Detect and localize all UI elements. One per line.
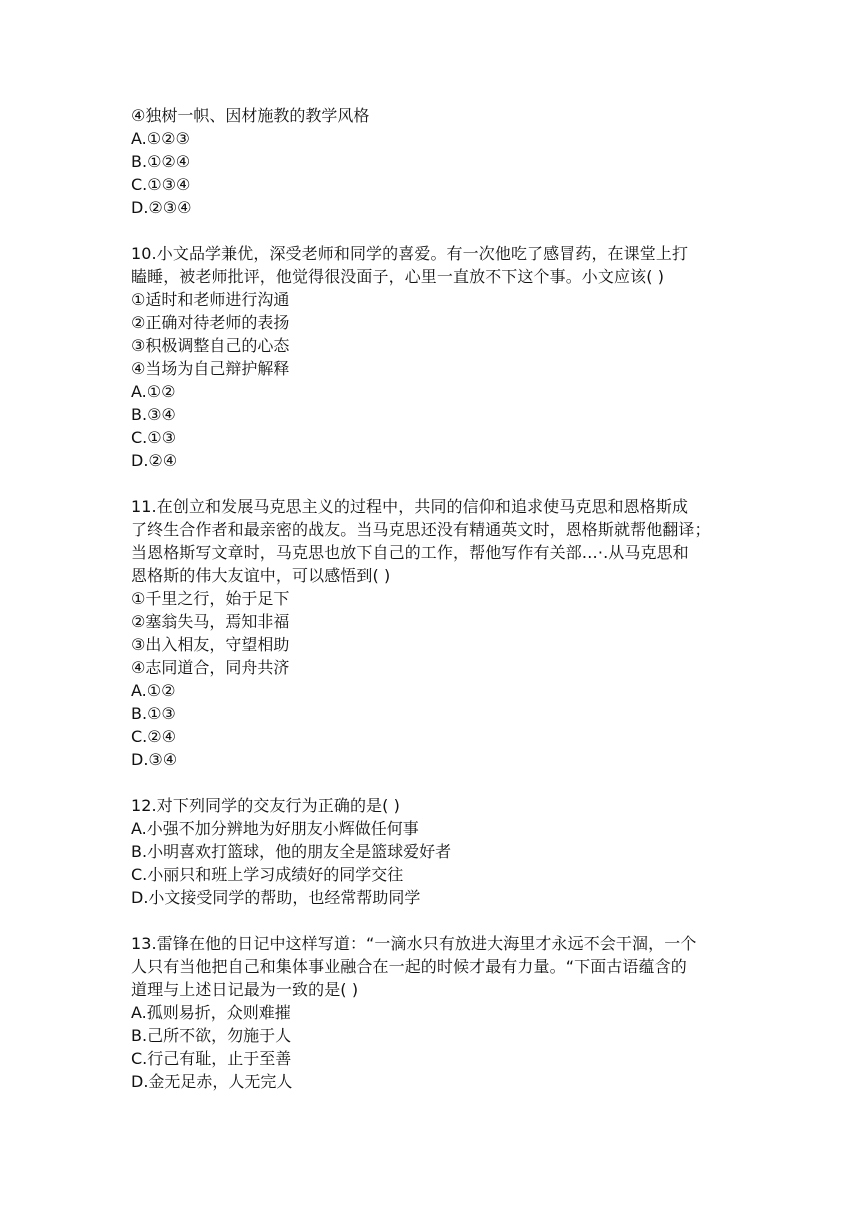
question-stem <box>131 932 751 1001</box>
statement-item: ③积极调整自己的心态 <box>131 336 290 355</box>
stem-line: 了终生合作者和最亲密的战友。当马克思还没有精通英文时，恩格斯就帮他翻译； <box>131 520 711 539</box>
option-d: D.金无足赤，人无完人 <box>131 1072 293 1091</box>
stem-line: 10.小文品学兼优，深受老师和同学的喜爱。有一次他吃了感冒药，在课堂上打 <box>131 244 689 263</box>
option-d: D.③④ <box>131 750 178 769</box>
option-a: A.小强不加分辨地为好朋友小辉做任何事 <box>131 819 419 838</box>
stem-line: 人只有当他把自己和集体事业融合在一起的时候才最有力量。“下面古语蕴含的 <box>131 957 687 976</box>
question-12 <box>131 794 751 909</box>
option-a: A.①② <box>131 681 176 700</box>
option-d: D.②③④ <box>131 198 192 217</box>
stem-line: 13.雷锋在他的日记中这样写道：“一滴水只有放进大海里才永远不会干涸，一个 <box>131 934 697 953</box>
question-11 <box>131 495 751 771</box>
question-stem <box>131 242 751 288</box>
option-d: D.小文接受同学的帮助，也经常帮助同学 <box>131 888 421 907</box>
stem-line: 11.在创立和发展马克思主义的过程中，共同的信仰和追求使马克思和恩格斯成 <box>131 497 689 516</box>
statement-item: ②塞翁失马，焉知非福 <box>131 612 290 631</box>
option-a: A.①② <box>131 382 176 401</box>
question-9-tail <box>131 104 751 219</box>
option-c: C.小丽只和班上学习成绩好的同学交往 <box>131 865 404 884</box>
option-a: A.①②③ <box>131 129 190 148</box>
option-c: C.①③ <box>131 428 176 447</box>
option-b: B.小明喜欢打篮球，他的朋友全是篮球爱好者 <box>131 842 452 861</box>
question-stem <box>131 495 751 587</box>
question-13 <box>131 932 751 1093</box>
stem-line: 瞌睡，被老师批评，他觉得很没面子，心里一直放不下这个事。小文应该( ) <box>131 267 665 286</box>
option-b: B.①②④ <box>131 152 191 171</box>
statement-item: ④志同道合，同舟共济 <box>131 658 290 677</box>
option-a: A.孤则易折，众则难摧 <box>131 1003 291 1022</box>
option-c: C.行己有耻，止于至善 <box>131 1049 292 1068</box>
stem-line: 12.对下列同学的交友行为正确的是( ) <box>131 796 401 815</box>
option-d: D.②④ <box>131 451 178 470</box>
stem-line: 当恩格斯写文章时，马克思也放下自己的工作，帮他写作有关部…·.从马克思和 <box>131 543 689 562</box>
stem-line: 恩格斯的伟大友谊中，可以感悟到( ) <box>131 566 391 585</box>
statement-item: ④当场为自己辩护解释 <box>131 359 290 378</box>
option-b: B.己所不欲，勿施于人 <box>131 1026 292 1045</box>
statement-item: ③出入相友，守望相助 <box>131 635 290 654</box>
statement-item: ②正确对待老师的表扬 <box>131 313 290 332</box>
option-c: C.②④ <box>131 727 176 746</box>
question-document <box>131 104 751 1093</box>
question-stem <box>131 794 751 817</box>
stem-line: 道理与上述日记最为一致的是( ) <box>131 980 359 999</box>
option-b: B.③④ <box>131 405 176 424</box>
statement-item: ①千里之行，始于足下 <box>131 589 290 608</box>
option-c: C.①③④ <box>131 175 191 194</box>
statement-item: ①适时和老师进行沟通 <box>131 290 290 309</box>
option-b: B.①③ <box>131 704 176 723</box>
statement-item: ④独树一帜、因材施教的教学风格 <box>131 106 370 125</box>
question-10 <box>131 242 751 472</box>
